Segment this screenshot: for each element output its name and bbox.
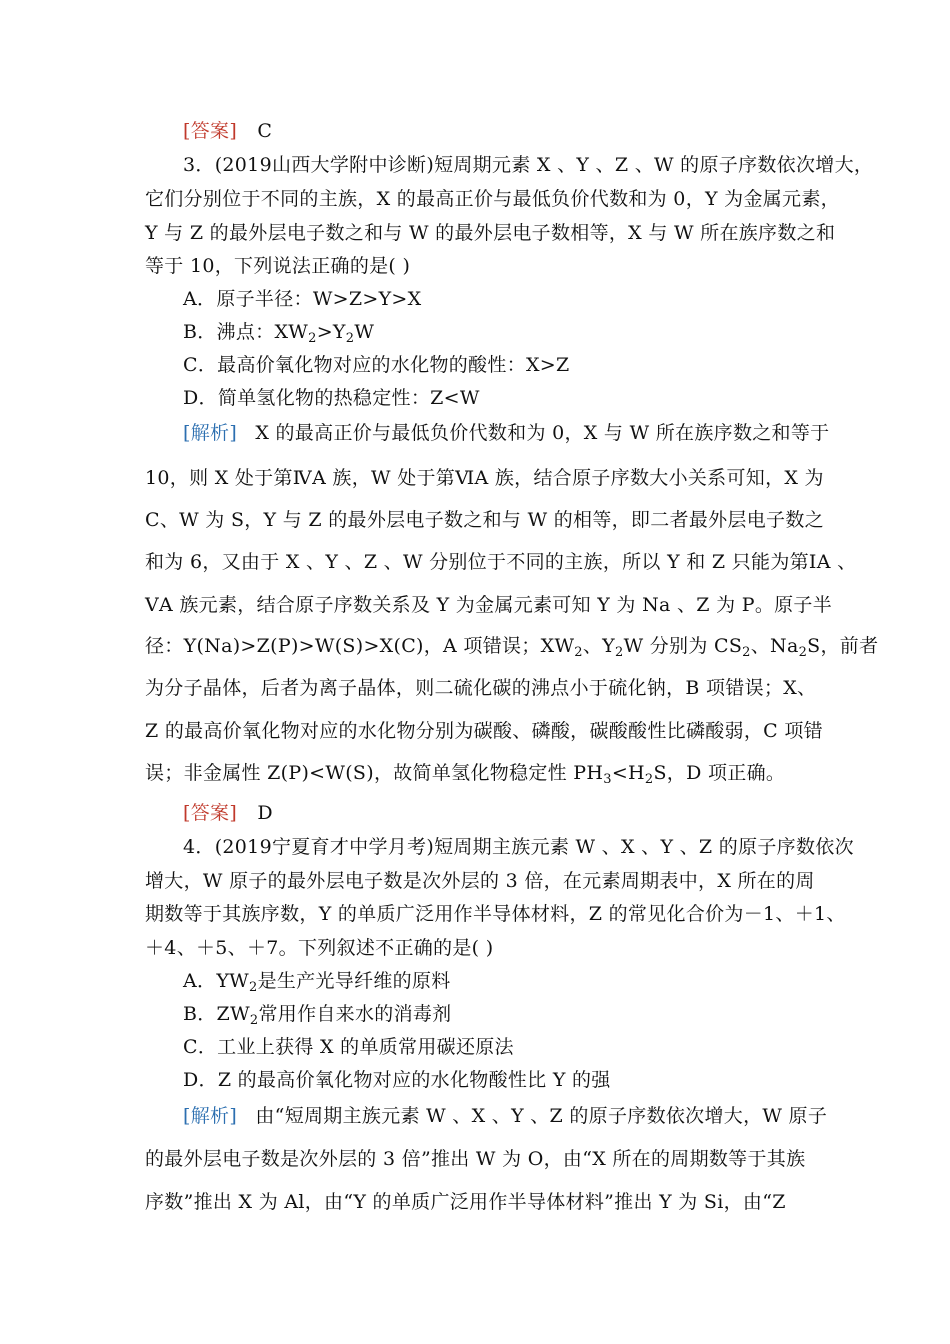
q4-option-a bbox=[183, 966, 451, 993]
analysis-text: 由“短周期主族元素 W 、X 、Y 、Z 的原子序数依次增大，W 原子 bbox=[255, 1105, 828, 1127]
subscript: 2 bbox=[615, 645, 624, 660]
text: W 分别为 CS bbox=[623, 635, 743, 657]
q4-stem-line-2: 增大，W 原子的最外层电子数是次外层的 3 倍，在元素周期表中，X 所在的周 bbox=[145, 870, 815, 892]
text: 径：Y(Na)>Z(P)>W(S)>X(C)，A 项错误；XW bbox=[145, 635, 575, 657]
analysis-tag: [解析] bbox=[183, 1105, 238, 1127]
q4-stem-line-3: 期数等于其族序数，Y 的单质广泛用作半导体材料，Z 的常见化合价为－1、＋1、 bbox=[145, 903, 846, 925]
text: >Y bbox=[316, 321, 346, 343]
subscript: 2 bbox=[308, 331, 317, 346]
q3-analysis-line-7: 为分子晶体，后者为离子晶体，则二硫化碳的沸点小于硫化钠，B 项错误；X、 bbox=[145, 677, 817, 699]
answer-tag: [答案] bbox=[183, 802, 238, 824]
q3-stem-line-3: Y 与 Z 的最外层电子数之和与 W 的最外层电子数相等，X 与 W 所在族序数之和 bbox=[145, 222, 836, 244]
text: 误；非金属性 Z(P)<W(S)，故简单氢化物稳定性 PH bbox=[145, 762, 604, 784]
text: 是生产光导纤维的原料 bbox=[257, 970, 451, 992]
subscript: 2 bbox=[742, 645, 751, 660]
text: <H bbox=[611, 762, 645, 784]
q4-stem-line-4: ＋4、＋5、＋7。下列叙述不正确的是( ) bbox=[145, 937, 494, 959]
q3-stem-line-1: 3．(2019山西大学附中诊断)短周期元素 X 、Y 、Z 、W 的原子序数依次增大， bbox=[183, 154, 874, 176]
text: 、Y bbox=[582, 635, 616, 657]
q4-analysis-line-1 bbox=[183, 1101, 827, 1128]
q3-analysis-line-5: ⅤA 族元素，结合原子序数关系及 Y 为金属元素可知 Y 为 Na 、Z 为 P。原子半 bbox=[145, 594, 833, 616]
q4-analysis-line-2: 的最外层电子数是次外层的 3 倍”推出 W 为 O，由“X 所在的周期数等于其族 bbox=[145, 1148, 806, 1170]
q3-analysis-line-3: C、W 为 S，Y 与 Z 的最外层电子数之和与 W 的相等，即二者最外层电子数之 bbox=[145, 509, 824, 531]
q3-answer-line bbox=[183, 798, 273, 825]
text: A．YW bbox=[183, 970, 249, 992]
q4-stem-line-1: 4．(2019宁夏育才中学月考)短周期主族元素 W 、X 、Y 、Z 的原子序数依次 bbox=[183, 836, 854, 858]
q3-option-c: C．最高价氧化物对应的水化物的酸性：X>Z bbox=[183, 354, 570, 376]
q3-analysis-line-2: 10，则 X 处于第ⅣA 族，W 处于第ⅥA 族，结合原子序数大小关系可知，X 为 bbox=[145, 467, 824, 489]
q4-option-c: C．工业上获得 X 的单质常用碳还原法 bbox=[183, 1036, 514, 1058]
answer-value: C bbox=[257, 120, 273, 142]
subscript: 2 bbox=[798, 645, 808, 660]
q3-analysis-line-6 bbox=[145, 631, 878, 658]
q2-answer-line bbox=[183, 116, 272, 143]
text: S，D 项正确。 bbox=[653, 762, 786, 784]
subscript: 2 bbox=[644, 772, 654, 787]
answer-value: D bbox=[257, 802, 273, 824]
subscript: 2 bbox=[574, 645, 583, 660]
text: 、Na bbox=[750, 635, 799, 657]
analysis-text: X 的最高正价与最低负价代数和为 0，X 与 W 所在族序数之和等于 bbox=[255, 422, 830, 444]
q3-analysis-line-4: 和为 6，又由于 X 、Y 、Z 、W 分别位于不同的主族，所以 Y 和 Z 只能为第ⅠA 、 bbox=[145, 551, 857, 573]
answer-tag: [答案] bbox=[183, 120, 238, 142]
q4-option-d: D．Z 的最高价氧化物对应的水化物酸性比 Y 的强 bbox=[183, 1069, 611, 1091]
q4-option-b bbox=[183, 999, 452, 1026]
q3-stem-line-4: 等于 10，下列说法正确的是( ) bbox=[145, 255, 411, 277]
q4-analysis-line-3: 序数”推出 X 为 Al，由“Y 的单质广泛用作半导体材料”推出 Y 为 Si，由“Z bbox=[145, 1191, 786, 1213]
text: B．ZW bbox=[183, 1003, 250, 1025]
q3-option-a: A．原子半径：W>Z>Y>X bbox=[183, 288, 422, 310]
subscript: 3 bbox=[603, 772, 612, 787]
q3-option-b bbox=[183, 317, 374, 344]
q3-stem-line-2: 它们分别位于不同的主族，X 的最高正价与最低负价代数和为 0，Y 为金属元素， bbox=[145, 188, 840, 210]
q3-analysis-line-1 bbox=[183, 418, 829, 445]
subscript: 2 bbox=[249, 980, 258, 995]
subscript: 2 bbox=[345, 331, 355, 346]
text: B．沸点：XW bbox=[183, 321, 309, 343]
q3-analysis-line-8: Z 的最高价氧化物对应的水化物分别为碳酸、磷酸，碳酸酸性比磷酸弱，C 项错 bbox=[145, 720, 823, 742]
text: W bbox=[354, 321, 375, 343]
text: 常用作自来水的消毒剂 bbox=[258, 1003, 452, 1025]
subscript: 2 bbox=[249, 1013, 259, 1028]
analysis-tag: [解析] bbox=[183, 422, 238, 444]
q3-analysis-line-9 bbox=[145, 758, 785, 785]
q3-option-d: D．简单氢化物的热稳定性：Z<W bbox=[183, 387, 480, 409]
text: S，前者 bbox=[807, 635, 879, 657]
